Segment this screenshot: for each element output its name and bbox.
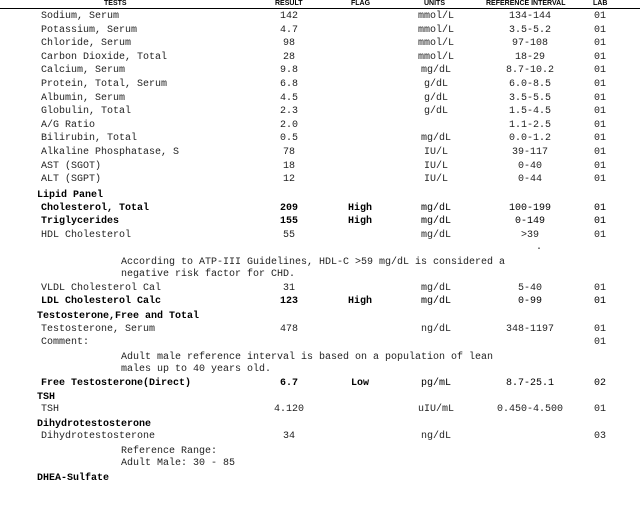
dot-mark: . [536,242,543,253]
test-name: HDL Cholesterol [41,230,132,241]
units-value: ng/dL [420,324,451,335]
test-name: Albumin, Serum [41,93,126,104]
test-name: Triglycerides [41,216,120,227]
units-value: mg/dL [420,203,451,214]
table-row [0,430,640,443]
units-value: IU/L [423,161,448,172]
section-title: DHEA-Sulfate [37,473,110,484]
test-name: Sodium, Serum [41,11,120,22]
header-reference-interval: REFERENCE INTERVAL [486,0,566,7]
lab-value: 01 [594,216,607,227]
result-value: 4.7 [279,25,298,36]
reference-value: 8.7-25.1 [505,378,554,389]
result-value: 478 [279,324,298,335]
lab-value: 01 [594,230,607,241]
test-name: AST (SGOT) [41,161,102,172]
table-row [0,24,640,37]
result-value: 31 [282,283,295,294]
test-name: Cholesterol, Total [41,203,150,214]
result-value: 28 [282,52,295,63]
header-units: UNITS [424,0,445,7]
flag-value: High [347,296,372,307]
lab-value: 01 [594,203,607,214]
test-name: Free Testosterone(Direct) [41,378,192,389]
test-name: Protein, Total, Serum [41,79,168,90]
reference-value: 0-149 [514,216,545,227]
lab-value: 02 [594,378,607,389]
test-name: Carbon Dioxide, Total [41,52,168,63]
lab-value: 01 [594,161,607,172]
table-row [0,173,640,186]
result-value: 9.8 [279,65,298,76]
table-row [0,295,640,308]
table-row [0,37,640,50]
table-row [0,229,640,242]
table-row [0,215,640,228]
lab-value: 03 [594,431,607,442]
test-name: Calcium, Serum [41,65,126,76]
lab-value: 01 [594,147,607,158]
lab-value: 01 [594,296,607,307]
units-value: mg/dL [420,283,451,294]
header-tests: TESTS [104,0,127,7]
result-value: 0.5 [279,133,298,144]
lab-value: 01 [594,283,607,294]
test-name: Testosterone, Serum [41,324,156,335]
result-value: 98 [282,38,295,49]
test-name: Globulin, Total [41,106,132,117]
lab-value: 01 [594,25,607,36]
testosterone-note-line-2: males up to 40 years old. [121,364,272,375]
reference-value: 6.0-8.5 [508,79,551,90]
reference-value: 0.0-1.2 [508,133,551,144]
result-value: 2.0 [279,120,298,131]
reference-value: 100-199 [508,203,551,214]
reference-value: 0-44 [517,174,542,185]
lab-value: 01 [594,133,607,144]
reference-value: 3.5-5.5 [508,93,551,104]
reference-value: 5-40 [517,283,542,294]
reference-value: 97-108 [511,38,548,49]
units-value: IU/L [423,147,448,158]
section-heading [0,472,640,485]
reference-value: 39-117 [511,147,548,158]
lab-value: 01 [594,93,607,104]
result-value: 34 [282,431,295,442]
units-value: mmol/L [417,52,454,63]
test-name: Dihydrotestosterone [41,431,156,442]
table-row [0,119,640,132]
result-value: 18 [282,161,295,172]
result-value: 2.3 [279,106,298,117]
table-row [0,64,640,77]
header-lab: LAB [593,0,608,7]
reference-value: 1.1-2.5 [508,120,551,131]
header-flag: FLAG [351,0,371,7]
reference-value: 8.7-10.2 [505,65,554,76]
lab-value: 01 [594,174,607,185]
result-value: 6.8 [279,79,298,90]
flag-value: High [347,203,372,214]
result-value: 123 [279,296,298,307]
lab-value: 01 [594,11,607,22]
table-row [0,377,640,390]
comment-row [0,336,640,349]
reference-value: 348-1197 [505,324,554,335]
test-name: Alkaline Phosphatase, S [41,147,180,158]
flag-value: High [347,216,372,227]
units-value: mg/dL [420,133,451,144]
testosterone-note-line-1: Adult male reference interval is based on a population of lean [121,352,494,363]
units-value: mg/dL [420,296,451,307]
test-name: ALT (SGPT) [41,174,102,185]
units-value: mg/dL [420,65,451,76]
result-value: 142 [279,11,298,22]
result-value: 55 [282,230,295,241]
test-name: Potassium, Serum [41,25,138,36]
units-value: mg/dL [420,230,451,241]
units-value: IU/L [423,174,448,185]
section-title: Testosterone,Free and Total [37,311,200,322]
reference-value: 0-40 [517,161,542,172]
section-title: TSH [37,392,56,403]
test-name: A/G Ratio [41,120,96,131]
test-name: Bilirubin, Total [41,133,138,144]
lab-value: 01 [594,106,607,117]
units-value: mmol/L [417,38,454,49]
section-heading [0,310,640,323]
reference-value: 0-99 [517,296,542,307]
units-value: mmol/L [417,25,454,36]
table-row [0,78,640,91]
lab-value: 01 [594,38,607,49]
result-value: 78 [282,147,295,158]
lab-value: 01 [594,324,607,335]
units-value: mg/dL [420,216,451,227]
units-value: pg/mL [420,378,451,389]
units-value: g/dL [423,106,448,117]
result-value: 4.120 [273,404,304,415]
units-value: uIU/mL [417,404,454,415]
reference-value: 0.450-4.500 [496,404,563,415]
flag-value: Low [350,378,369,389]
lab-value: 01 [594,337,607,348]
table-row [0,160,640,173]
result-value: 12 [282,174,295,185]
units-value: ng/dL [420,431,451,442]
result-value: 155 [279,216,298,227]
header-result: RESULT [275,0,303,7]
section-title: Lipid Panel [37,190,104,201]
table-row [0,132,640,145]
reference-value: 134-144 [508,11,551,22]
table-row [0,323,640,336]
table-row [0,92,640,105]
table-row [0,10,640,23]
result-value: 4.5 [279,93,298,104]
units-value: mmol/L [417,11,454,22]
lab-value: 01 [594,404,607,415]
section-heading [0,189,640,202]
hdl-note-line-2: negative risk factor for CHD. [121,269,296,280]
hdl-note-line-1: According to ATP-III Guidelines, HDL-C >59 mg/dL is considered a [121,257,506,268]
result-value: 209 [279,203,298,214]
reference-value: 1.5-4.5 [508,106,551,117]
units-value: g/dL [423,93,448,104]
test-name: Chloride, Serum [41,38,132,49]
result-value: 6.7 [279,378,298,389]
table-row [0,403,640,416]
test-name: LDL Cholesterol Calc [41,296,162,307]
table-row [0,146,640,159]
test-name: TSH [41,404,60,415]
dht-note-line-2: Adult Male: 30 - 85 [121,458,236,469]
comment-label: Comment: [41,337,90,348]
lab-value: 01 [594,65,607,76]
section-title: Dihydrotestosterone [37,419,152,430]
test-name: VLDL Cholesterol Cal [41,283,162,294]
reference-value: >39 [520,230,539,241]
dht-note-line-1: Reference Range: [121,446,218,457]
column-header [0,0,640,9]
lab-value: 01 [594,79,607,90]
lab-value: 01 [594,120,607,131]
reference-value: 3.5-5.2 [508,25,551,36]
reference-value: 18-29 [514,52,545,63]
lab-value: 01 [594,52,607,63]
table-row [0,51,640,64]
table-row [0,202,640,215]
units-value: g/dL [423,79,448,90]
table-row [0,282,640,295]
table-row [0,105,640,118]
